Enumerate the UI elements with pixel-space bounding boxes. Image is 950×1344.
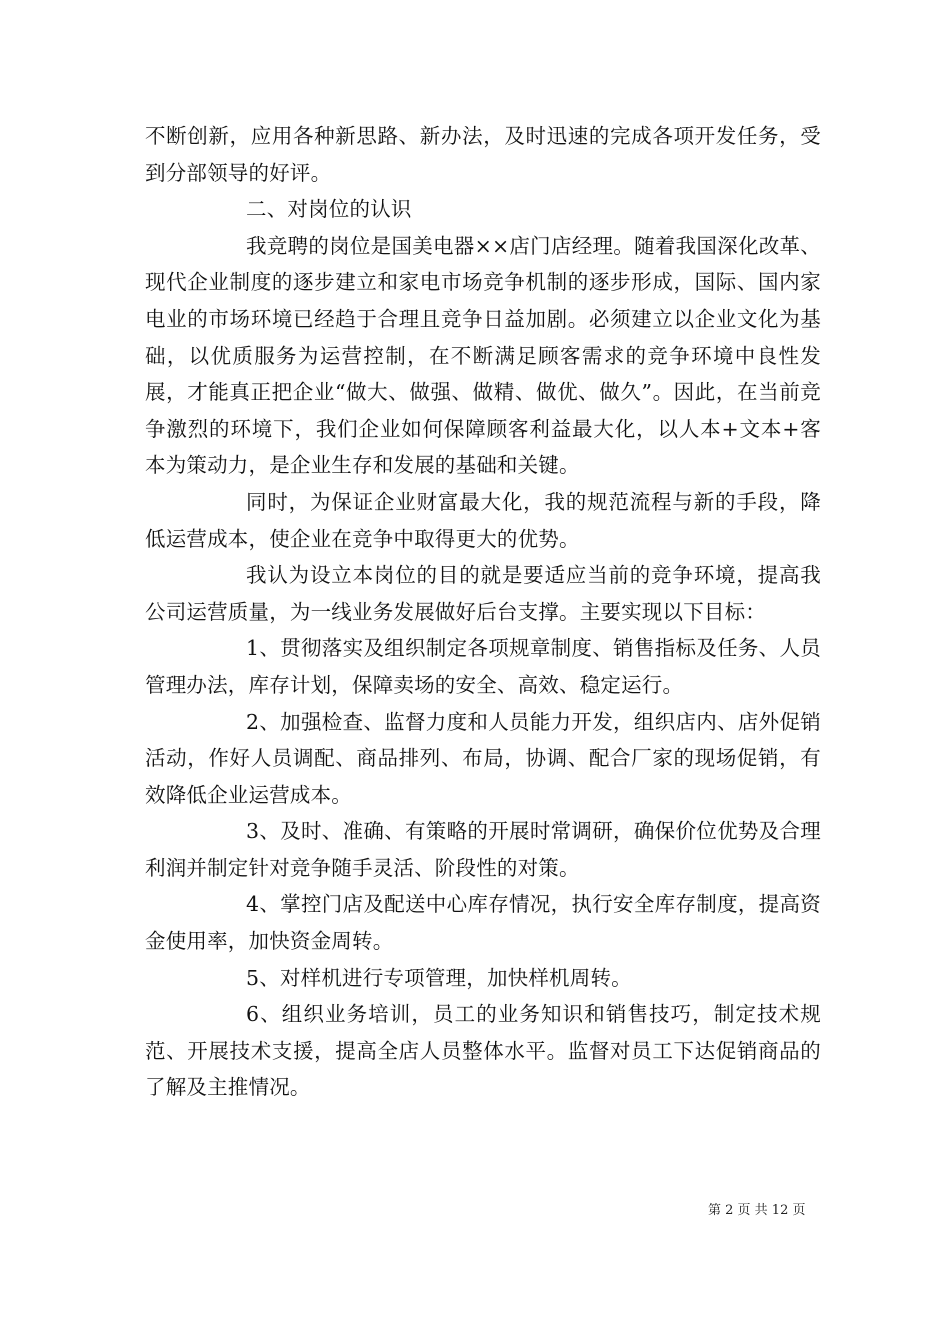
paragraph-position-understanding: 我竞聘的岗位是国美电器××店门店经理。随着我国深化改革、现代企业制度的逐步建立和家电市场竞争机制的逐步形成，国际、国内家电业的市场环境已经趋于合理且竞争日益加剧。必须建立以企业文化为基础，以优质服务为运营控制，在不断满足顾客需求的竞争环境中良性发展，才能真正把企业“做大、做强、做精、做优、做久”。因此，在当前竞争激烈的环境下，我们企业如何保障顾客利益最大化，以人本+文本+客本为策动力，是企业生存和发展的基础和关键。 — [145, 233, 821, 478]
list-item-goal-2: 2、加强检查、监督力度和人员能力开发，组织店内、店外促销活动，作好人员调配、商品排列、布局，协调、配合厂家的现场促销，有效降低企业运营成本。 — [145, 709, 821, 807]
paragraph-goals-intro: 我认为设立本岗位的目的就是要适应当前的竞争环境，提高我公司运营质量，为一线业务发展做好后台支撑。主要实现以下目标： — [145, 563, 821, 624]
page-number-footer: 第 2 页 共 12 页 — [708, 1203, 806, 1218]
list-item-goal-6: 6、组织业务培训，员工的业务知识和销售技巧，制定技术规范、开展技术支援，提高全店人员整体水平。监督对员工下达促销商品的了解及主推情况。 — [145, 1002, 821, 1100]
list-item-goal-5: 5、对样机进行专项管理，加快样机周转。 — [246, 965, 632, 990]
list-item-goal-1: 1、贯彻落实及组织制定各项规章制度、销售指标及任务、人员管理办法，库存计划，保障卖场的安全、高效、稳定运行。 — [145, 636, 821, 697]
paragraph-cost-reduction: 同时，为保证企业财富最大化，我的规范流程与新的手段，降低运营成本，使企业在竞争中取得更大的优势。 — [145, 489, 821, 551]
list-item-goal-4: 4、掌控门店及配送中心库存情况，执行安全库存制度，提高资金使用率，加快资金周转。 — [145, 892, 821, 954]
document-body — [145, 118, 821, 1106]
paragraph-continuation: 不断创新，应用各种新思路、新办法，及时迅速的完成各项开发任务，受到分部领导的好评。 — [145, 124, 821, 185]
list-item-goal-3: 3、及时、准确、有策略的开展时常调研，确保价位优势及合理利润并制定针对竞争随手灵活、阶段性的对策。 — [145, 819, 821, 880]
section-heading: 二、对岗位的认识 — [246, 197, 412, 222]
